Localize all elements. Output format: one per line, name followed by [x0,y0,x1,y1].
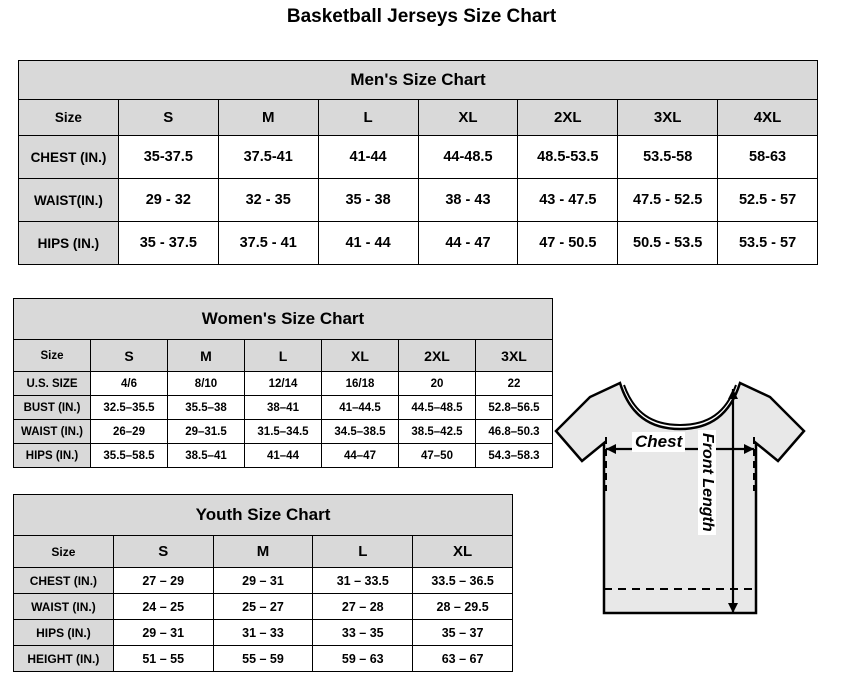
row-label-height: HEIGHT (IN.) [14,646,114,672]
col-header-size: Size [14,340,91,372]
cell-height-s: 51 – 55 [113,646,213,672]
col-header-xl: XL [418,100,518,136]
row-label-hips: HIPS (IN.) [14,444,91,468]
cell-waist-xl: 34.5–38.5 [322,420,399,444]
table-row [14,396,553,420]
cell-hips-2xl: 47 - 50.5 [518,222,618,265]
row-label-chest: CHEST (IN.) [19,136,119,179]
col-header-m: M [218,100,318,136]
cell-hips-m: 31 – 33 [213,620,313,646]
table-row [14,646,513,672]
cell-waist-3xl: 47.5 - 52.5 [618,179,718,222]
cell-chest-3xl: 53.5-58 [618,136,718,179]
cell-hips-xl: 44–47 [322,444,399,468]
cell-height-m: 55 – 59 [213,646,313,672]
row-label-us-size: U.S. SIZE [14,372,91,396]
col-header-s: S [91,340,168,372]
womens-size-table [13,298,553,468]
table-band-row [19,61,818,100]
cell-waist-s: 24 – 25 [113,594,213,620]
row-label-hips: HIPS (IN.) [14,620,114,646]
col-header-xl: XL [322,340,399,372]
cell-hips-s: 35.5–58.5 [91,444,168,468]
cell-chest-m: 37.5-41 [218,136,318,179]
cell-waist-s: 29 - 32 [118,179,218,222]
cell-hips-xl: 35 – 37 [413,620,513,646]
table-header-row [14,536,513,568]
col-header-3xl: 3XL [618,100,718,136]
cell-hips-l: 33 – 35 [313,620,413,646]
col-header-2xl: 2XL [518,100,618,136]
cell-waist-2xl: 43 - 47.5 [518,179,618,222]
cell-chest-l: 31 – 33.5 [313,568,413,594]
cell-bust-l: 38–41 [245,396,322,420]
col-header-s: S [113,536,213,568]
cell-waist-m: 32 - 35 [218,179,318,222]
cell-waist-2xl: 38.5–42.5 [399,420,476,444]
col-header-l: L [313,536,413,568]
cell-waist-4xl: 52.5 - 57 [718,179,818,222]
col-header-size: Size [19,100,119,136]
col-header-3xl: 3XL [476,340,553,372]
table-row [19,222,818,265]
row-label-waist: WAIST (IN.) [14,594,114,620]
table-band-row [14,299,553,340]
table-row [14,594,513,620]
cell-bust-3xl: 52.8–56.5 [476,396,553,420]
cell-waist-l: 31.5–34.5 [245,420,322,444]
cell-hips-s: 35 - 37.5 [118,222,218,265]
youth-size-table [13,494,513,672]
cell-ussize-xl: 16/18 [322,372,399,396]
cell-ussize-2xl: 20 [399,372,476,396]
mens-size-chart [18,60,818,265]
row-label-waist: WAIST (IN.) [14,420,91,444]
row-label-bust: BUST (IN.) [14,396,91,420]
cell-waist-m: 25 – 27 [213,594,313,620]
cell-waist-3xl: 46.8–50.3 [476,420,553,444]
table-row [14,568,513,594]
chest-measure-label: Chest [632,432,685,452]
cell-chest-s: 35-37.5 [118,136,218,179]
measurement-diagram [520,345,840,665]
col-header-m: M [213,536,313,568]
cell-chest-2xl: 48.5-53.5 [518,136,618,179]
cell-waist-l: 27 – 28 [313,594,413,620]
col-header-size: Size [14,536,114,568]
cell-hips-m: 38.5–41 [168,444,245,468]
cell-height-l: 59 – 63 [313,646,413,672]
table-header-row [14,340,553,372]
cell-bust-xl: 41–44.5 [322,396,399,420]
col-header-m: M [168,340,245,372]
womens-size-chart [13,298,553,468]
cell-waist-l: 35 - 38 [318,179,418,222]
cell-bust-s: 32.5–35.5 [91,396,168,420]
womens-chart-band-label: Women's Size Chart [14,299,553,340]
page-title: Basketball Jerseys Size Chart [286,6,557,27]
cell-chest-s: 27 – 29 [113,568,213,594]
cell-ussize-s: 4/6 [91,372,168,396]
mens-chart-band-label: Men's Size Chart [19,61,818,100]
cell-hips-l: 41 - 44 [318,222,418,265]
cell-hips-l: 41–44 [245,444,322,468]
cell-chest-xl: 33.5 – 36.5 [413,568,513,594]
table-row [14,444,553,468]
table-row [14,620,513,646]
col-header-l: L [245,340,322,372]
front-length-measure-label: Front Length [698,430,716,535]
row-label-chest: CHEST (IN.) [14,568,114,594]
col-header-l: L [318,100,418,136]
youth-size-chart [13,494,513,672]
cell-chest-m: 29 – 31 [213,568,313,594]
cell-hips-4xl: 53.5 - 57 [718,222,818,265]
table-row [14,372,553,396]
cell-hips-3xl: 54.3–58.3 [476,444,553,468]
col-header-s: S [118,100,218,136]
cell-hips-s: 29 – 31 [113,620,213,646]
cell-hips-xl: 44 - 47 [418,222,518,265]
cell-hips-3xl: 50.5 - 53.5 [618,222,718,265]
table-row [19,136,818,179]
cell-waist-m: 29–31.5 [168,420,245,444]
table-band-row [14,495,513,536]
mens-size-table [18,60,818,265]
cell-waist-xl: 38 - 43 [418,179,518,222]
cell-height-xl: 63 – 67 [413,646,513,672]
cell-chest-4xl: 58-63 [718,136,818,179]
cell-waist-s: 26–29 [91,420,168,444]
col-header-xl: XL [413,536,513,568]
col-header-4xl: 4XL [718,100,818,136]
cell-ussize-l: 12/14 [245,372,322,396]
cell-bust-m: 35.5–38 [168,396,245,420]
cell-hips-2xl: 47–50 [399,444,476,468]
cell-chest-l: 41-44 [318,136,418,179]
cell-waist-xl: 28 – 29.5 [413,594,513,620]
cell-ussize-3xl: 22 [476,372,553,396]
youth-chart-band-label: Youth Size Chart [14,495,513,536]
row-label-hips: HIPS (IN.) [19,222,119,265]
col-header-2xl: 2XL [399,340,476,372]
tshirt-body [556,383,804,613]
table-header-row [19,100,818,136]
table-row [19,179,818,222]
cell-hips-m: 37.5 - 41 [218,222,318,265]
table-row [14,420,553,444]
cell-chest-xl: 44-48.5 [418,136,518,179]
row-label-waist: WAIST(IN.) [19,179,119,222]
cell-ussize-m: 8/10 [168,372,245,396]
cell-bust-2xl: 44.5–48.5 [399,396,476,420]
tshirt-icon [520,345,840,665]
